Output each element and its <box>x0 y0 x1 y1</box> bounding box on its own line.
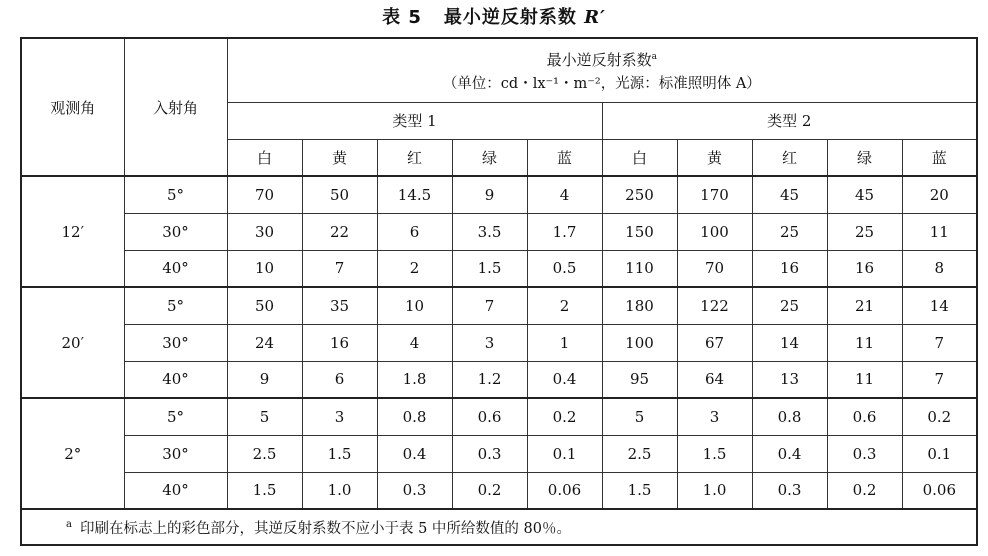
value-cell: 67 <box>677 324 752 361</box>
value-cell: 2 <box>377 250 452 287</box>
value-cell: 3 <box>677 398 752 435</box>
retroreflection-table <box>20 37 978 546</box>
observation-angle-cell: 2° <box>21 398 124 509</box>
value-cell: 64 <box>677 361 752 398</box>
footnote-text: 印刷在标志上的彩色部分，其逆反射系数不应小于表 5 中所给数值的 80％。 <box>79 520 571 537</box>
value-cell: 0.1 <box>527 435 602 472</box>
value-cell: 50 <box>227 287 302 324</box>
color-header-cell: 白 <box>602 139 677 176</box>
unit-label: （单位：cd・lx⁻¹・m⁻²，光源：标准照明体 A） <box>442 75 761 92</box>
entrance-angle-cell: 40° <box>124 361 227 398</box>
value-cell: 180 <box>602 287 677 324</box>
color-header-cell: 黄 <box>302 139 377 176</box>
value-cell: 16 <box>827 250 902 287</box>
value-cell: 16 <box>302 324 377 361</box>
value-cell: 25 <box>827 213 902 250</box>
entrance-angle-cell: 5° <box>124 398 227 435</box>
color-header-cell: 红 <box>377 139 452 176</box>
color-header-cell: 蓝 <box>902 139 977 176</box>
value-cell: 0.2 <box>527 398 602 435</box>
value-cell: 7 <box>902 324 977 361</box>
value-cell: 22 <box>302 213 377 250</box>
value-cell: 0.6 <box>452 398 527 435</box>
coefficient-symbol: R′ <box>584 7 606 28</box>
color-header-cell: 绿 <box>452 139 527 176</box>
value-cell: 0.4 <box>527 361 602 398</box>
footnote-marker: a <box>66 518 72 530</box>
value-cell: 11 <box>902 213 977 250</box>
value-cell: 20 <box>902 176 977 213</box>
value-cell: 6 <box>302 361 377 398</box>
value-cell: 35 <box>302 287 377 324</box>
value-cell: 2.5 <box>227 435 302 472</box>
value-cell: 25 <box>752 213 827 250</box>
entrance-angle-cell: 30° <box>124 435 227 472</box>
value-cell: 0.5 <box>527 250 602 287</box>
table-row <box>21 435 977 472</box>
value-cell: 3 <box>302 398 377 435</box>
value-cell: 30 <box>227 213 302 250</box>
value-cell: 1.5 <box>452 250 527 287</box>
value-cell: 1 <box>527 324 602 361</box>
value-cell: 0.3 <box>827 435 902 472</box>
color-header-cell: 红 <box>752 139 827 176</box>
observation-angle-cell: 20′ <box>21 287 124 398</box>
entrance-angle-cell: 5° <box>124 287 227 324</box>
entrance-angle-cell: 30° <box>124 324 227 361</box>
value-cell: 45 <box>827 176 902 213</box>
value-cell: 0.06 <box>902 472 977 509</box>
value-cell: 0.06 <box>527 472 602 509</box>
entrance-angle-cell: 5° <box>124 176 227 213</box>
table-row <box>21 472 977 509</box>
value-cell: 9 <box>227 361 302 398</box>
value-cell: 2 <box>527 287 602 324</box>
value-cell: 3 <box>452 324 527 361</box>
footnote-row <box>21 509 977 545</box>
value-cell: 0.8 <box>377 398 452 435</box>
value-cell: 100 <box>677 213 752 250</box>
value-cell: 16 <box>752 250 827 287</box>
table-row <box>21 213 977 250</box>
value-cell: 0.4 <box>752 435 827 472</box>
value-cell: 1.5 <box>602 472 677 509</box>
min-coefficient-label: 最小逆反射系数 <box>546 50 652 69</box>
value-cell: 170 <box>677 176 752 213</box>
value-cell: 150 <box>602 213 677 250</box>
value-cell: 13 <box>752 361 827 398</box>
value-cell: 14.5 <box>377 176 452 213</box>
footnote-ref: a <box>651 51 657 62</box>
value-cell: 14 <box>752 324 827 361</box>
value-cell: 70 <box>677 250 752 287</box>
value-cell: 250 <box>602 176 677 213</box>
value-cell: 0.6 <box>827 398 902 435</box>
value-cell: 1.5 <box>677 435 752 472</box>
value-cell: 11 <box>827 324 902 361</box>
value-cell: 4 <box>527 176 602 213</box>
value-cell: 95 <box>602 361 677 398</box>
table-row <box>21 176 977 213</box>
min-coefficient-header <box>227 38 977 102</box>
value-cell: 1.5 <box>302 435 377 472</box>
observation-angle-header: 观测角 <box>21 38 124 176</box>
value-cell: 0.2 <box>452 472 527 509</box>
value-cell: 5 <box>602 398 677 435</box>
value-cell: 110 <box>602 250 677 287</box>
value-cell: 122 <box>677 287 752 324</box>
value-cell: 0.1 <box>902 435 977 472</box>
footnote <box>21 509 977 545</box>
value-cell: 24 <box>227 324 302 361</box>
color-header-cell: 白 <box>227 139 302 176</box>
value-cell: 1.7 <box>527 213 602 250</box>
value-cell: 4 <box>377 324 452 361</box>
table-number: 表 5 <box>382 7 422 28</box>
color-header-cell: 绿 <box>827 139 902 176</box>
table-caption: 最小逆反射系数 <box>443 7 577 28</box>
value-cell: 14 <box>902 287 977 324</box>
value-cell: 0.3 <box>377 472 452 509</box>
value-cell: 0.3 <box>452 435 527 472</box>
value-cell: 10 <box>227 250 302 287</box>
type2-header: 类型 2 <box>602 102 977 139</box>
entrance-angle-cell: 40° <box>124 472 227 509</box>
value-cell: 6 <box>377 213 452 250</box>
entrance-angle-header: 入射角 <box>124 38 227 176</box>
value-cell: 2.5 <box>602 435 677 472</box>
value-cell: 0.2 <box>902 398 977 435</box>
value-cell: 7 <box>302 250 377 287</box>
value-cell: 10 <box>377 287 452 324</box>
value-cell: 1.5 <box>227 472 302 509</box>
value-cell: 1.2 <box>452 361 527 398</box>
table-row <box>21 287 977 324</box>
table-row <box>21 398 977 435</box>
value-cell: 0.4 <box>377 435 452 472</box>
type1-header: 类型 1 <box>227 102 602 139</box>
value-cell: 11 <box>827 361 902 398</box>
value-cell: 9 <box>452 176 527 213</box>
value-cell: 0.8 <box>752 398 827 435</box>
table-row <box>21 361 977 398</box>
header-row-1 <box>21 38 977 102</box>
value-cell: 21 <box>827 287 902 324</box>
value-cell: 70 <box>227 176 302 213</box>
value-cell: 1.8 <box>377 361 452 398</box>
color-header-cell: 蓝 <box>527 139 602 176</box>
value-cell: 8 <box>902 250 977 287</box>
table-row <box>21 250 977 287</box>
value-cell: 1.0 <box>302 472 377 509</box>
color-header-cell: 黄 <box>677 139 752 176</box>
value-cell: 0.3 <box>752 472 827 509</box>
table-title <box>0 3 988 29</box>
value-cell: 7 <box>452 287 527 324</box>
value-cell: 5 <box>227 398 302 435</box>
entrance-angle-cell: 30° <box>124 213 227 250</box>
value-cell: 25 <box>752 287 827 324</box>
observation-angle-cell: 12′ <box>21 176 124 287</box>
value-cell: 0.2 <box>827 472 902 509</box>
table-row <box>21 324 977 361</box>
value-cell: 100 <box>602 324 677 361</box>
value-cell: 3.5 <box>452 213 527 250</box>
value-cell: 1.0 <box>677 472 752 509</box>
value-cell: 50 <box>302 176 377 213</box>
value-cell: 45 <box>752 176 827 213</box>
value-cell: 7 <box>902 361 977 398</box>
entrance-angle-cell: 40° <box>124 250 227 287</box>
